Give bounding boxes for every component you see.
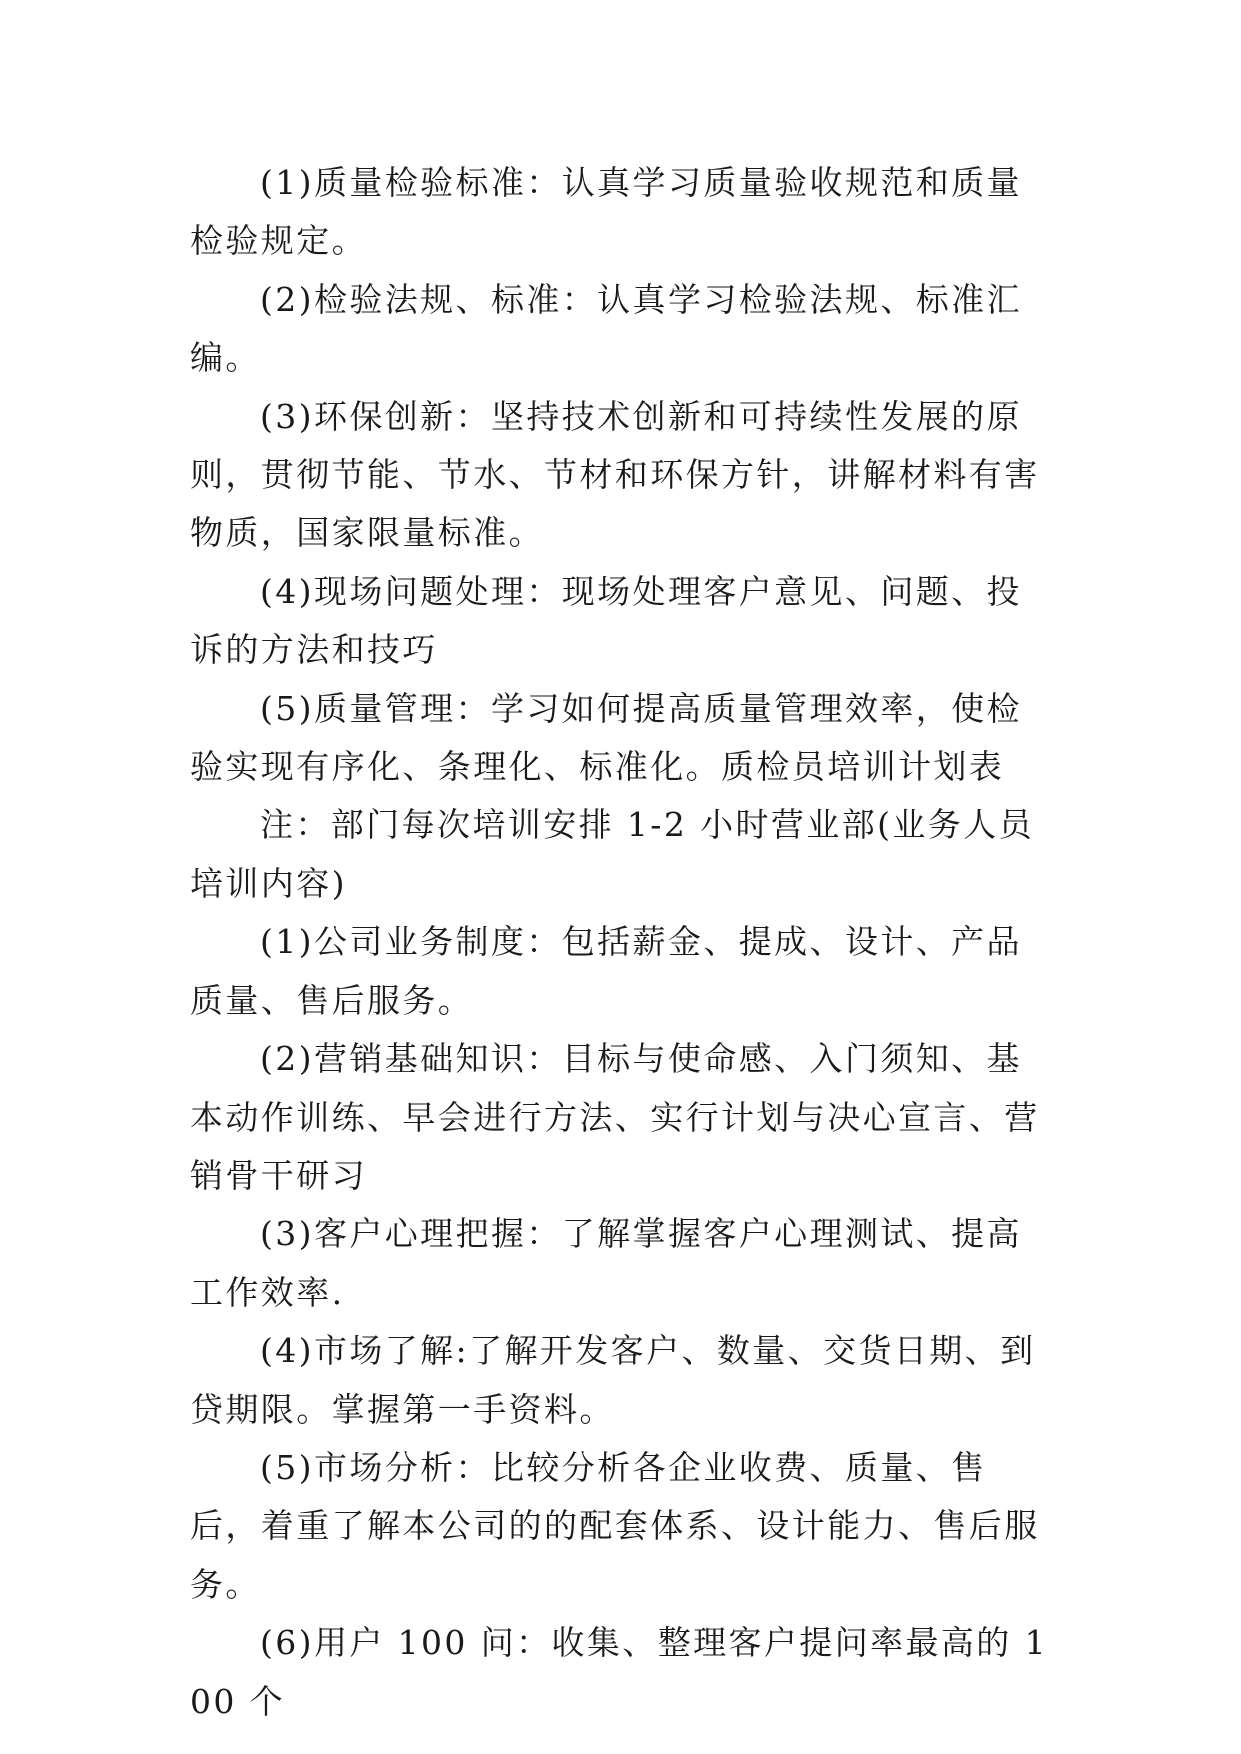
paragraph-environmental-innovation: (3)环保创新：坚持技术创新和可持续性发展的原则，贯彻节能、节水、节材和环保方针，讲解材料有害物质，国家限量标准。 [190, 396, 1040, 553]
paragraph-customer-psychology: (3)客户心理把握：了解掌握客户心理测试、提高工作效率. [190, 1214, 1022, 1312]
paragraph-market-understanding: (4)市场了解:了解开发客户、数量、交货日期、到贷期限。掌握第一手资料。 [190, 1331, 1036, 1429]
paragraph-business-policy: (1)公司业务制度：包括薪金、提成、设计、产品质量、售后服务。 [190, 922, 1022, 1020]
paragraph-marketing-basics: (2)营销基础知识：目标与使命感、入门须知、基本动作训练、早会进行方法、实行计划与决心宣言、营销骨干研习 [190, 1039, 1040, 1195]
paragraph-user-100-questions: (6)用户 100 问：收集、整理客户提问率最高的 100 个 [190, 1623, 1048, 1721]
paragraph-quality-standard: (1)质量检验标准：认真学习质量验收规范和质量检验规定。 [190, 163, 1022, 261]
paragraph-inspection-regulations: (2)检验法规、标准：认真学习检验法规、标准汇编。 [190, 279, 1022, 378]
paragraph-quality-management: (5)质量管理：学习如何提高质量管理效率，使检验实现有序化、条理化、标准化。质检员培训计划表 [190, 688, 1022, 787]
paragraph-onsite-issues: (4)现场问题处理：现场处理客户意见、问题、投诉的方法和技巧 [190, 571, 1022, 670]
document-body [190, 154, 1050, 1731]
paragraph-note: 注：部门每次培训安排 1-2 小时营业部(业务人员培训内容) [190, 805, 1034, 903]
paragraph-market-analysis: (5)市场分析：比较分析各企业收费、质量、售后，着重了解本公司的的配套体系、设计能力、售后服务。 [190, 1447, 1040, 1604]
